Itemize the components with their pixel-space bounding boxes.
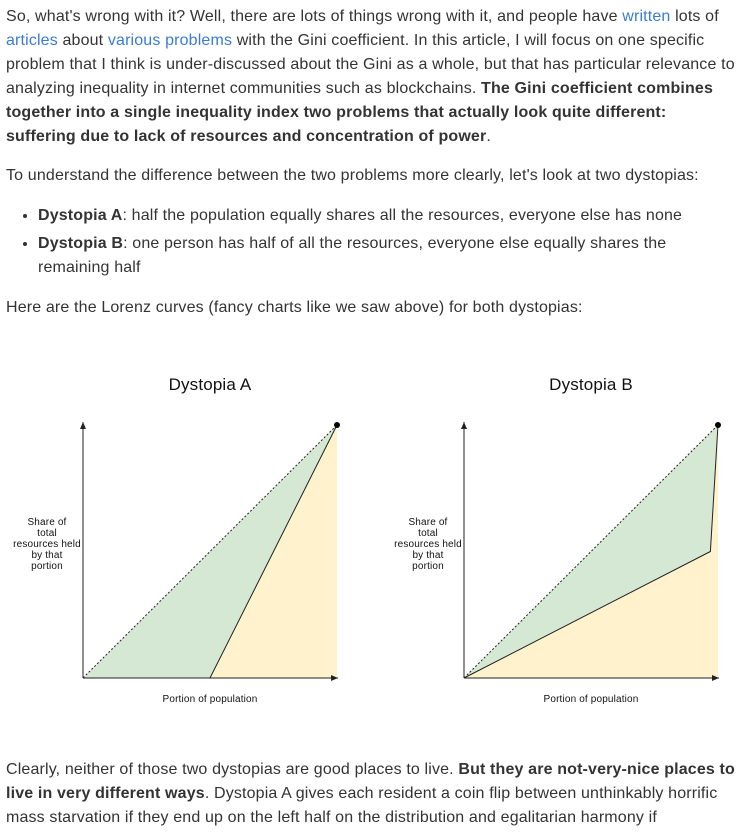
lorenz-intro-paragraph: Here are the Lorenz curves (fancy charts like we saw above) for both dystopias: [6,299,583,316]
chart-b-title: Dystopia B [549,375,633,394]
chart-b-y-label [394,517,462,572]
dystopia-list [6,204,703,284]
intro-paragraph [6,5,737,149]
chart-b-y-label-line: Share of [408,517,448,528]
lorenz-curves-figure [0,340,743,730]
dystopia-a-text: : half the population equally shares all the resources, everyone else has none [122,207,683,224]
chart-a-y-label-line: by that [31,550,63,561]
intro-text-1: So, what's wrong with it? Well, there are lots of things wrong with it, and people have [6,8,623,25]
chart-a-y-label [13,517,81,572]
chart-b-y-label-line: total [418,528,438,539]
chart-a [13,375,340,705]
chart-b-y-label-line: portion [412,561,444,572]
chart-a-endpoint-dot [334,422,340,428]
dystopia-b-name: Dystopia B [38,235,124,252]
conclusion-text-1: Clearly, neither of those two dystopias are good places to live. [6,761,459,778]
dystopia-a-name: Dystopia A [38,207,123,224]
chart-a-y-label-line: portion [31,561,63,572]
dystopia-b-text: : one person has half of all the resources, everyone else equally shares the remaining half [38,235,667,276]
intro-bold-claim: The Gini coefficient combines together into a single inequality index two problems that actually look quite different: suffering due to lack of resources and concentration of power [6,80,713,145]
chart-a-y-label-line: total [37,528,57,539]
conclusion-text-2: . Dystopia A gives each resident a coin flip between unthinkably horrific mass starvation if they end up on the left half on the distribution and egalitarian harmony if [6,785,718,826]
dystopias-intro-paragraph: To understand the difference between the two problems more clearly, let's look at two dystopias: [6,167,699,184]
chart-b-y-label-line: resources held [394,539,462,550]
conclusion-bold: But they are not-very-nice places to live in very different ways [6,761,735,802]
intro-text-3: about [57,32,108,49]
intro-text-4: with the Gini coefficient. In this article, I will focus on one specific problem that I think is under-discussed about the Gini as a whole, but that has particular relevance to analyzing inequality in internet communities such as blockchains. [6,32,735,97]
chart-b-y-label-line: by that [412,550,444,561]
intro-text-5: . [486,128,491,145]
chart-a-y-label-line: resources held [13,539,81,550]
intro-text-2: lots of [670,8,719,25]
chart-b-x-label: Portion of population [543,694,639,705]
list-item-dystopia-b [38,232,703,280]
link-articles[interactable]: articles [6,32,58,49]
conclusion-paragraph [6,758,737,830]
list-item-dystopia-a [38,204,703,228]
chart-b [394,375,721,705]
chart-a-title: Dystopia A [168,375,252,394]
chart-b-endpoint-dot [715,422,721,428]
link-written[interactable]: written [622,8,671,25]
chart-a-y-label-line: Share of [27,517,67,528]
link-various-problems[interactable]: various problems [107,32,233,49]
chart-a-x-label: Portion of population [162,694,258,705]
